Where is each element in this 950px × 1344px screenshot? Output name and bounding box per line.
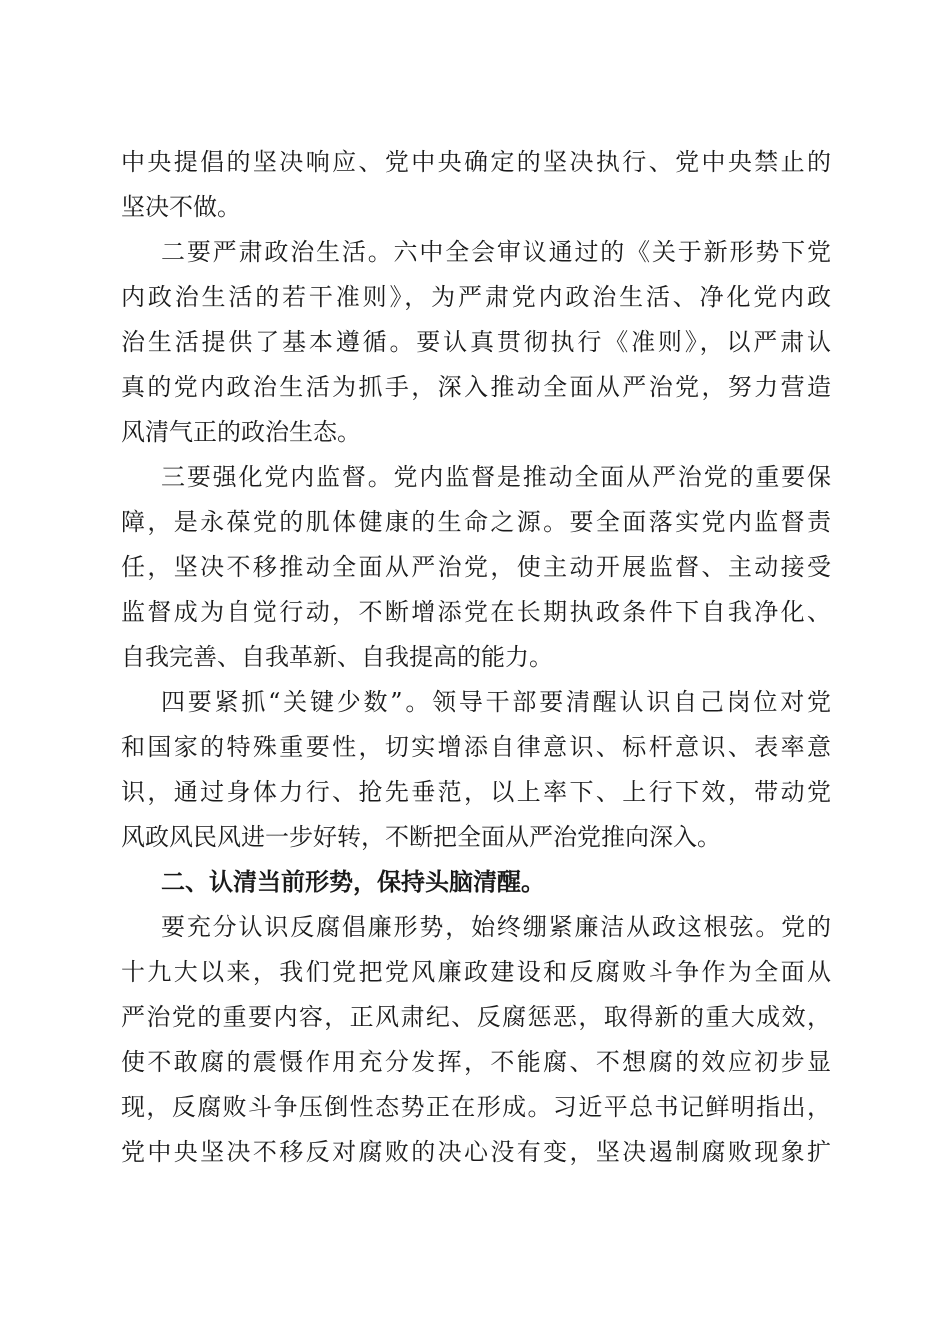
paragraph-line: 二要严肃政治生活。六中全会审议通过的《关于新形势下党 bbox=[161, 238, 831, 266]
paragraph-line: 障，是永葆党的肌体健康的生命之源。要全面落实党内监督责 bbox=[121, 508, 831, 536]
paragraph-line: 四要紧抓“关键少数”。领导干部要清醒认识自己岗位对党 bbox=[161, 688, 831, 716]
paragraph-line: 治生活提供了基本遵循。要认真贯彻执行《准则》，以严肃认 bbox=[121, 328, 831, 356]
paragraph-line: 监督成为自觉行动，不断增添党在长期执政条件下自我净化、 bbox=[121, 598, 831, 626]
paragraph-line: 真的党内政治生活为抓手，深入推动全面从严治党，努力营造 bbox=[121, 373, 831, 401]
paragraph-line: 任，坚决不移推动全面从严治党，使主动开展监督、主动接受 bbox=[121, 553, 831, 581]
paragraph-line: 党中央坚决不移反对腐败的决心没有变，坚决遏制腐败现象扩 bbox=[121, 1138, 831, 1166]
paragraph-line: 三要强化党内监督。党内监督是推动全面从严治党的重要保 bbox=[161, 463, 831, 491]
paragraph-line: 识，通过身体力行、抢先垂范，以上率下、上行下效，带动党 bbox=[121, 778, 831, 806]
paragraph-line: 现，反腐败斗争压倒性态势正在形成。习近平总书记鲜明指出， bbox=[121, 1093, 831, 1121]
paragraph-line: 严治党的重要内容，正风肃纪、反腐惩恶，取得新的重大成效， bbox=[121, 1003, 831, 1031]
paragraph-line: 要充分认识反腐倡廉形势，始终绷紧廉洁从政这根弦。党的 bbox=[161, 913, 831, 941]
section-heading: 二、认清当前形势，保持头脑清醒。 bbox=[161, 868, 545, 896]
paragraph-line: 风政风民风进一步好转，不断把全面从严治党推向深入。 bbox=[121, 823, 721, 851]
paragraph-line: 中央提倡的坚决响应、党中央确定的坚决执行、党中央禁止的 bbox=[121, 148, 831, 176]
paragraph-line: 自我完善、自我革新、自我提高的能力。 bbox=[121, 643, 553, 671]
paragraph-line: 十九大以来，我们党把党风廉政建设和反腐败斗争作为全面从 bbox=[121, 958, 831, 986]
paragraph-line: 坚决不做。 bbox=[121, 193, 241, 221]
paragraph-line: 内政治生活的若干准则》，为严肃党内政治生活、净化党内政 bbox=[121, 283, 831, 311]
paragraph-line: 使不敢腐的震慑作用充分发挥，不能腐、不想腐的效应初步显 bbox=[121, 1048, 831, 1076]
paragraph-line: 风清气正的政治生态。 bbox=[121, 418, 361, 446]
paragraph-line: 和国家的特殊重要性，切实增添自律意识、标杆意识、表率意 bbox=[121, 733, 831, 761]
